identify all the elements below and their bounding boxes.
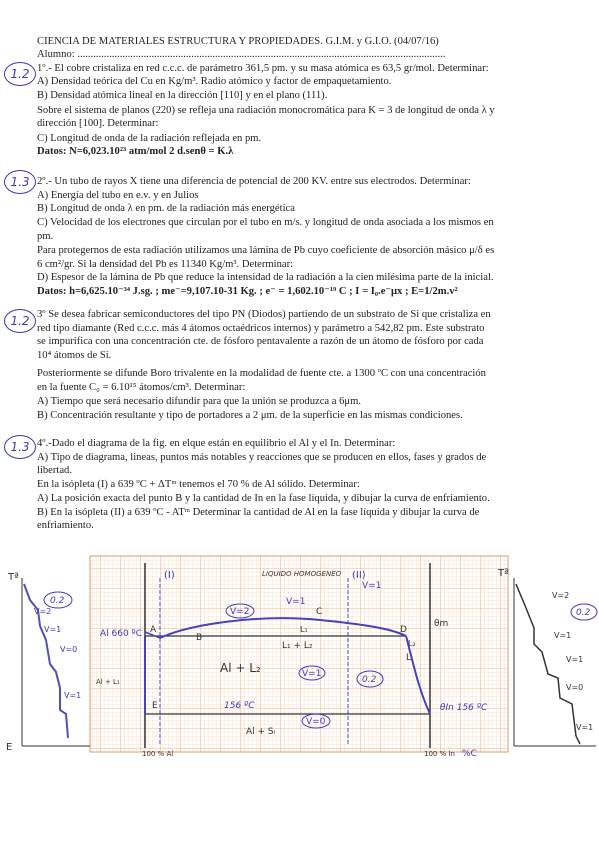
left-v-label-1: V=2 (34, 607, 52, 616)
right-t-label: Tª (498, 568, 509, 579)
problem-1-line-3: B) Densidad atómica lineal en la dirección [110] y en el plano (111). (37, 90, 328, 101)
isopleth-1-label: (I) (164, 570, 175, 581)
point-c-label: C (316, 607, 323, 617)
right-score-text: 0.2 (576, 608, 591, 618)
problem-4-line-6: B) En la isópleta (II) a 639 ºC - ATᵐ Determinar la cantidad de Al en la fase líquida y dibujar la curva de (37, 507, 480, 518)
problem-1-line-5: dirección [100]. Determinar: (37, 118, 159, 129)
problem-2-line-4: C) Velocidad de los electrones que circulan por el tubo en m/s. y longitud de onda asociada a los mismos en (37, 217, 494, 228)
problem-3-line-1: 3º Se desea fabricar semiconductores del tipo PN (Diodos) partiendo de un substrato de Si que cristaliza en (37, 309, 491, 320)
point-b-label: B (196, 633, 203, 643)
x-axis-left-label: 100 % Al (142, 750, 174, 758)
temp-156-label: 156 ºC (224, 701, 255, 711)
phase-al-l1: Al + L₁ (96, 678, 120, 686)
problem-4-line-2: A) Tipo de diagrama, lineas, puntos más notables y reacciones que se producen en ellos, fases y grados de (37, 452, 487, 463)
problem-3-line-2: red tipo diamante (Red c.c.c. más 4 átomos octaédricos internos) y parámetro a 542,82 pm. Este substrato (37, 323, 485, 334)
point-l2-label: L₂ (408, 639, 416, 648)
problem-1-line-6: C) Longitud de onda de la radiación reflejada en pm. (37, 133, 262, 144)
phase-l-label: L (406, 653, 412, 663)
problem-3-line-8: B) Concentración resultante y tipo de portadores a 2 μm. de la superficie en las mismas condiciones. (37, 410, 463, 421)
exam-title: CIENCIA DE MATERIALES ESTRUCTURA Y PROPIEDADES. G.I.M. y G.I.O. (04/07/16) (37, 36, 439, 47)
phase-al-l2: Al + L₂ (220, 661, 261, 675)
phase-diagram-figure (0, 548, 599, 760)
problem-1-line-2: A) Densidad teórica del Cu en Kg/m³. Radio atómico y factor de empaquetamiento. (37, 76, 392, 87)
right-curve (516, 584, 580, 744)
theta-m-label: θm (434, 619, 449, 629)
theta-in-label: θIn 156 ºC (440, 703, 488, 713)
phase-al-in: Al + Sᵢ (246, 727, 276, 737)
problem-4-line-3: libertad. (37, 465, 73, 476)
left-v-label-2: V=1 (44, 625, 62, 634)
problem-3-line-7: A) Tiempo que será necesario difundir para que la unión se produzca a 6μm. (37, 396, 361, 407)
score-mark-3: 1.2 (4, 309, 36, 333)
problem-3-line-4: 10⁴ átomos de Si. (37, 350, 112, 361)
left-t-label: Tª (8, 572, 19, 583)
liquid-label: LIQUIDO HOMOGENEO (262, 570, 342, 578)
score-mark-1: 1.2 (4, 62, 36, 86)
right-v-label-1: V=2 (552, 591, 570, 600)
problem-4-line-7: enfriamiento. (37, 520, 94, 531)
v0-label: V=0 (306, 717, 326, 727)
problem-2-line-1: 2º.- Un tubo de rayos X tiene una diferencia de potencial de 200 KV. entre sus electrodos. Determinar: (37, 176, 471, 187)
student-name-line: Alumno: ........................................................................................................................................... (37, 49, 446, 60)
problem-1-datos: Datos: N=6,023.10²³ atm/mol 2 d.senθ = K.λ (37, 146, 234, 157)
graph-paper (90, 556, 508, 752)
problem-4-line-4: En la isópleta (I) a 639 ºC + ΔTᵐ tenemos el 70 % de Al sólido. Determinar: (37, 479, 360, 490)
point-a-label: A (150, 625, 157, 635)
score-circle-main: 0.2 (362, 675, 377, 685)
point-e-label: E (152, 701, 158, 711)
problem-4-line-5: A) La posición exacta del punto B y la cantidad de In en la fase líquida, y dibujar la curva de enfriamiento. (37, 493, 490, 504)
v1-label-c: V=1 (286, 597, 306, 607)
problem-3-line-6: en la fuente C₀ = 6.10¹⁵ átomos/cm³. Determinar: (37, 382, 246, 393)
point-l1-label: L₁ (300, 625, 308, 634)
problem-2-line-7: 6 cm²/gr. Si la densidad del Pb es 11340 Kg/m³. Determinar: (37, 259, 294, 270)
problem-2-datos: Datos: h=6,625.10⁻³⁴ J.sg. ; me⁻=9,107.10-31 Kg. ; e⁻ = 1,602.10⁻¹⁹ C ; I = I₀.e⁻μx ; E=1/2m.v² (37, 286, 458, 297)
right-v-label-3: V=1 (566, 655, 584, 664)
left-v-label-3: V=0 (60, 645, 78, 654)
problem-4-line-1: 4º.-Dado el diagrama de la fig. en elque están en equilibrio el Al y el In. Determinar: (37, 438, 396, 449)
problem-1-line-4: Sobre el sistema de planos (220) se refleja una radiación monocromática para K = 3 de longitud de onda λ y (37, 105, 495, 116)
score-mark-2: 1.3 (4, 170, 36, 194)
problem-2-line-8: D) Espesor de la lámina de Pb que reduce la intensidad de la radiación a la cien milésima parte de la inicial. (37, 272, 494, 283)
right-v-label-4: V=0 (566, 683, 584, 692)
problem-2-line-3: B) Longitud de onda λ en pm. de la radiación más energética (37, 203, 295, 214)
phase-l1-l2: L₁ + L₂ (282, 641, 313, 651)
point-d-label: D (400, 625, 407, 635)
right-v-label-5: V=1 (576, 723, 594, 732)
problem-2-line-5: pm. (37, 231, 54, 242)
score-mark-4: 1.3 (4, 435, 36, 459)
al-temp-label: Al 660 ºC (100, 629, 143, 639)
v1-label-b: V=1 (362, 581, 382, 591)
v2-label: V=2 (230, 607, 250, 617)
v1-label-a: V=1 (302, 669, 322, 679)
left-e-label: E (6, 742, 13, 753)
right-cooling-curve (514, 578, 596, 746)
x-axis-percent-label: %C (462, 749, 477, 759)
x-axis-right-label: 100 % In (424, 750, 455, 758)
problem-3-line-3: se impurifica con una concentración cte. de fósforo pentavalente a razón de un átomo de fósforo por cada (37, 336, 484, 347)
right-v-label-2: V=1 (554, 631, 572, 640)
left-score-text: 0.2 (50, 596, 65, 606)
problem-2-line-6: Para protegernos de esta radiación utilizamos una lámina de Pb cuyo coeficiente de absorción másico μ/δ es (37, 245, 495, 256)
problem-2-line-2: A) Energía del tubo en e.v. y en Julios (37, 190, 199, 201)
problem-1-line-1: 1º.- El cobre cristaliza en red c.c.c. de parámetro 361,5 pm. y su masa atómica es 63,5 gr/mol. Determinar: (37, 63, 489, 74)
isopleth-2-label: (II) (352, 570, 366, 581)
problem-3-line-5: Posteriormente se difunde Boro trivalente en la modalidad de fuente cte. a 1300 ºC con una concentración (37, 368, 486, 379)
left-v-label-4: V=1 (64, 691, 82, 700)
